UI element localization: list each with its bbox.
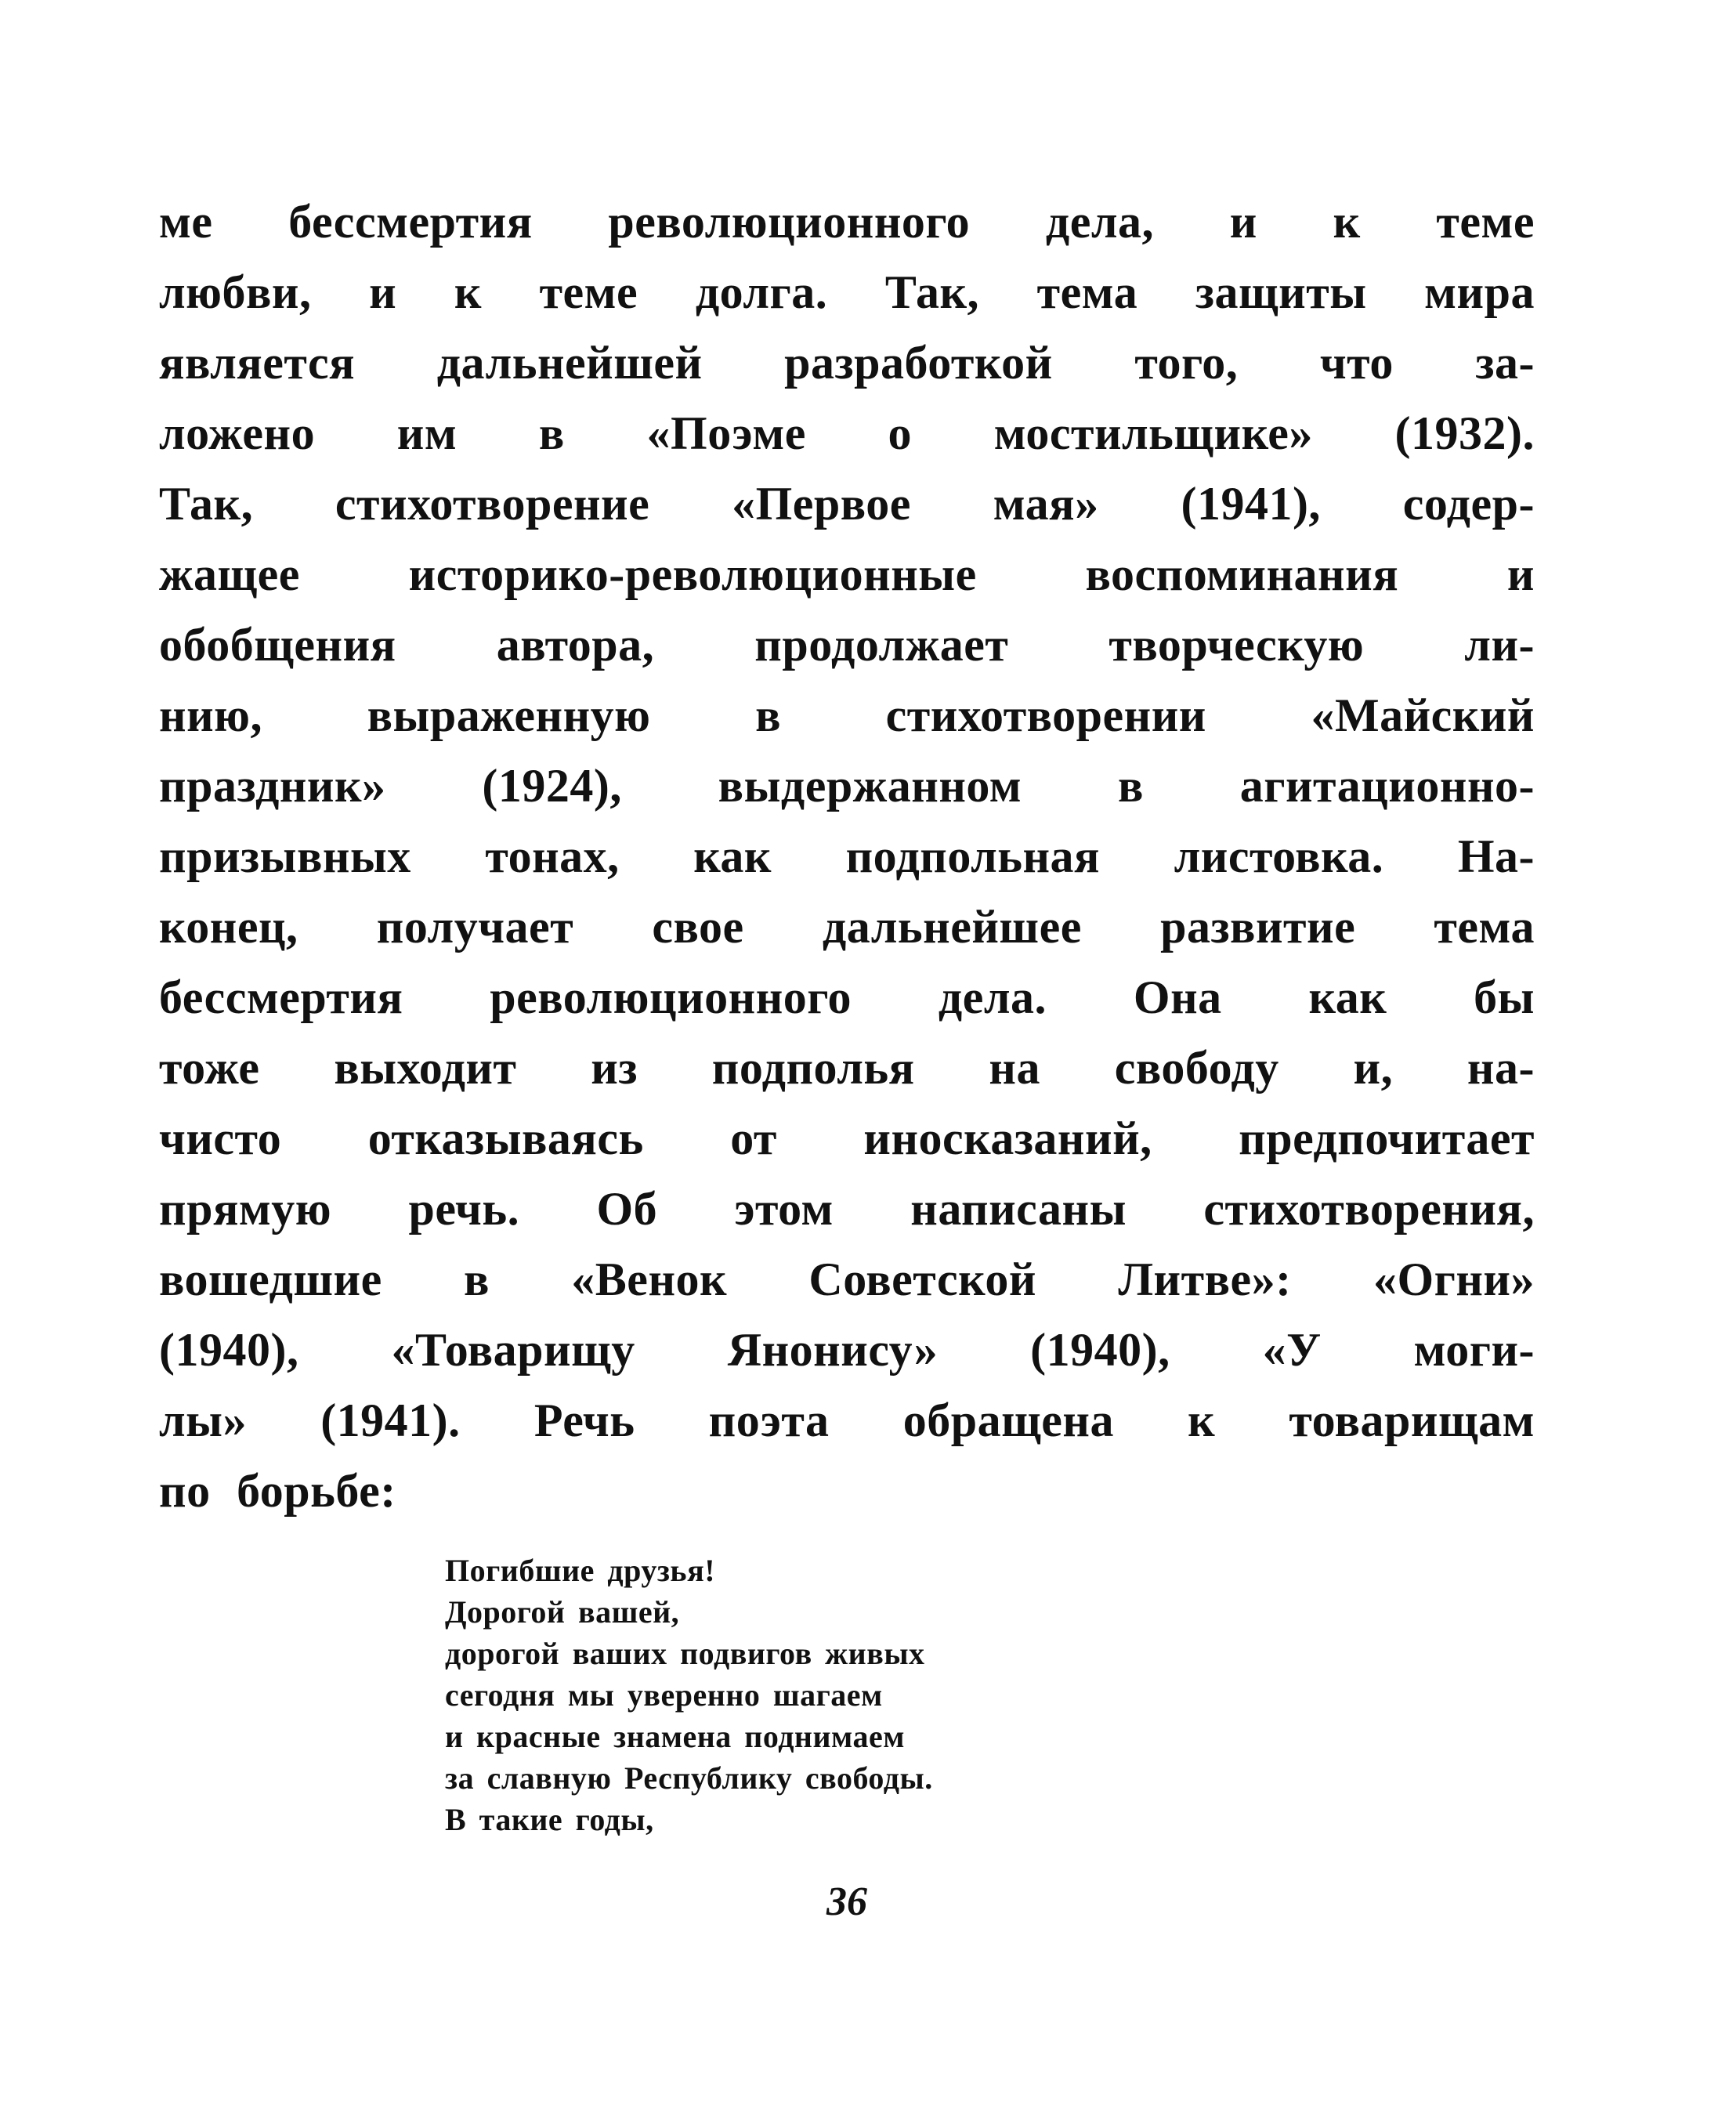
poem-line: и красные знамена поднимаем [445,1719,905,1754]
paragraph-line: (1940), «Товарищу Янонису» (1940), «У моги- [159,1324,1535,1376]
paragraph-line: чисто отказываясь от иносказаний, предпочитает [159,1112,1535,1164]
body-paragraph [159,186,1535,1526]
paragraph-line: жащее историко-революционные воспоминания и [159,548,1535,600]
paragraph-line: вошедшие в «Венок Советской Литве»: «Огни» [159,1254,1535,1305]
paragraph-line: конец, получает свое дальнейшее развитие тема [159,901,1535,953]
page-number: 36 [826,1879,867,1924]
poem-line: сегодня мы уверенно шагаем [445,1677,883,1713]
poem-line: дорогой ваших подвигов живых [445,1636,925,1671]
paragraph-line: прямую речь. Об этом написаны стихотворения, [159,1183,1535,1235]
paragraph-line: бессмертия революционного дела. Она как бы [159,971,1535,1023]
paragraph-line: лы» (1941). Речь поэта обращена к товарищам [159,1395,1535,1446]
poem-line: В такие годы, [445,1802,654,1837]
poem-line: Погибшие друзья! [445,1553,716,1588]
paragraph-line: ме бессмертия революционного дела, и к теме [159,196,1535,248]
paragraph-line: по борьбе: [159,1465,396,1517]
paragraph-line: тоже выходит из подполья на свободу и, на- [159,1042,1535,1094]
poem-line: Дорогой вашей, [445,1594,680,1630]
paragraph-line: ложено им в «Поэме о мостильщике» (1932). [159,407,1535,459]
paragraph-line: нию, выраженную в стихотворении «Майский [159,689,1535,741]
paragraph-line: призывных тонах, как подпольная листовка. На- [159,830,1535,882]
paragraph-line: праздник» (1924), выдержанном в агитационно- [159,760,1535,812]
poem-quote-block [445,1550,933,1840]
paragraph-line: Так, стихотворение «Первое мая» (1941), содер- [159,478,1535,530]
paragraph-line: любви, и к теме долга. Так, тема защиты мира [159,266,1535,318]
paragraph-line: является дальнейшей разработкой того, что за- [159,337,1535,389]
paragraph-line: обобщения автора, продолжает творческую ли- [159,619,1535,671]
poem-line: за славную Республику свободы. [445,1760,933,1796]
